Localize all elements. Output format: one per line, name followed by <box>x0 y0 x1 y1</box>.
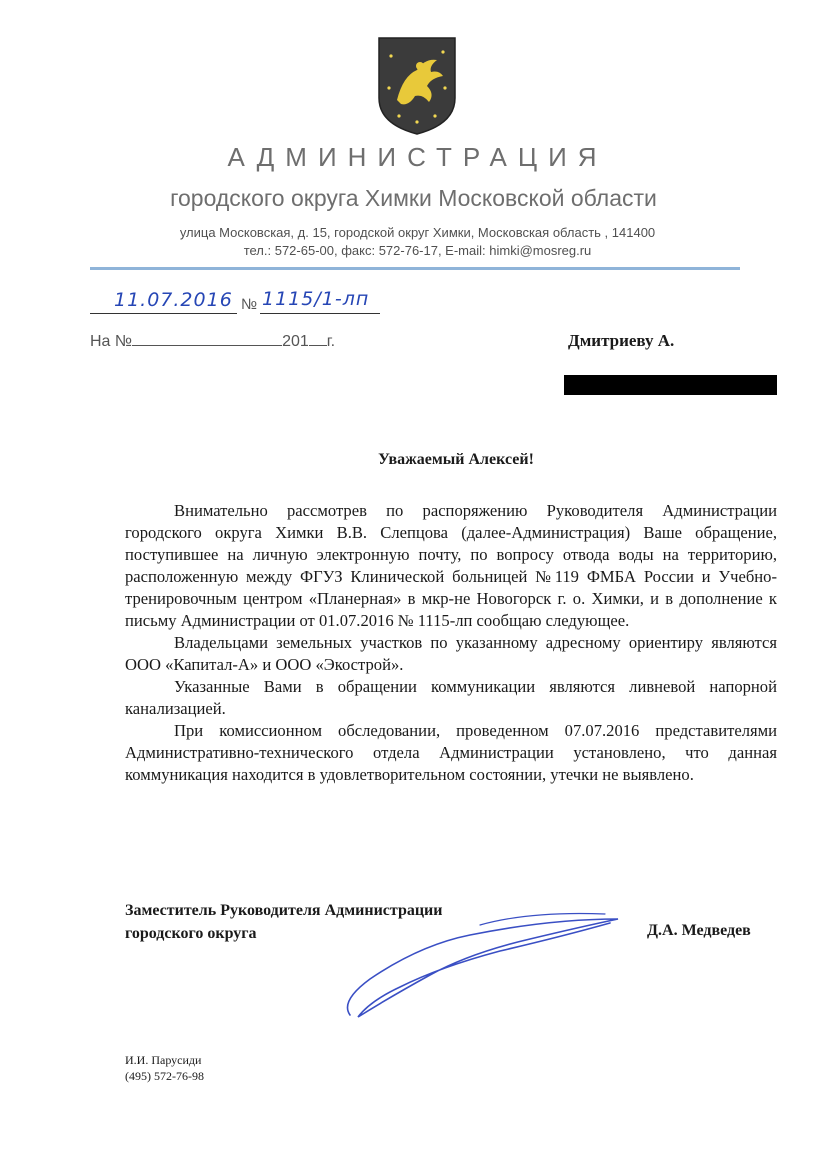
body-paragraph: Владельцами земельных участков по указанному адресному ориентиру являются ООО «Капитал-А» и ООО «Экострой». <box>125 633 777 674</box>
outgoing-number: 1115/1-лп <box>262 288 370 310</box>
organization-subtitle: городского округа Химки Московской области <box>170 185 657 211</box>
letter-body <box>125 500 777 786</box>
reference-prefix: На № <box>90 333 133 350</box>
reference-line <box>90 331 335 351</box>
outgoing-number-underline <box>260 313 380 314</box>
reference-number-blank <box>132 331 282 346</box>
outgoing-date-underline <box>90 313 237 314</box>
header-divider <box>90 267 740 270</box>
organization-title: АДМИНИСТРАЦИЯ <box>227 142 608 172</box>
redaction-bar <box>564 375 777 395</box>
signatory-position-line2: городского округа <box>125 925 257 942</box>
outgoing-number-label: № <box>241 296 258 313</box>
executor-phone: (495) 572-76-98 <box>125 1069 204 1083</box>
addressee: Дмитриеву А. <box>568 331 675 350</box>
handwritten-signature <box>330 905 630 1025</box>
organization-address: улица Московская, д. 15, городской округ Химки, Московская область , 141400 <box>179 225 656 240</box>
executor-name: И.И. Парусиди <box>125 1053 202 1067</box>
reference-year-prefix: 201 <box>282 333 309 350</box>
signatory-name: Д.А. Медведев <box>647 922 751 939</box>
organization-contacts: тел.: 572-65-00, факс: 572-76-17, E-mail: himki@mosreg.ru <box>243 243 592 258</box>
signatory-position-line1: Заместитель Руководителя Администрации <box>125 902 443 919</box>
salutation: Уважаемый Алексей! <box>378 451 534 468</box>
outgoing-date: 11.07.2016 <box>114 289 233 311</box>
body-paragraph: Внимательно рассмотрев по распоряжению Руководителя Администрации городского округа Химки В.В. Слепцова (далее-Администрация) Ваше обращение, поступившее на личную электронную почту, по вопросу отвода воды на территорию, расположенную между ФГУЗ Клинической больницей №119 ФМБА России и Учебно-тренировочным центром «Планерная» в мкр-не Новогорск г. о. Химки, и в дополнение к письму Администрации от 01.07.2016 № 1115-лп сообщаю следующее. <box>125 501 777 630</box>
reference-year-suffix: г. <box>326 333 336 350</box>
reference-year-blank <box>309 331 327 346</box>
body-paragraph: Указанные Вами в обращении коммуникации являются ливневой напорной канализацией. <box>125 677 777 718</box>
khimki-coat-of-arms-icon <box>377 36 457 136</box>
body-paragraph: При комиссионном обследовании, проведенном 07.07.2016 представителями Административно-технического отдела Администрации установлено, что данная коммуникация находится в удовлетворительном состоянии, утечки не выявлено. <box>125 721 777 784</box>
